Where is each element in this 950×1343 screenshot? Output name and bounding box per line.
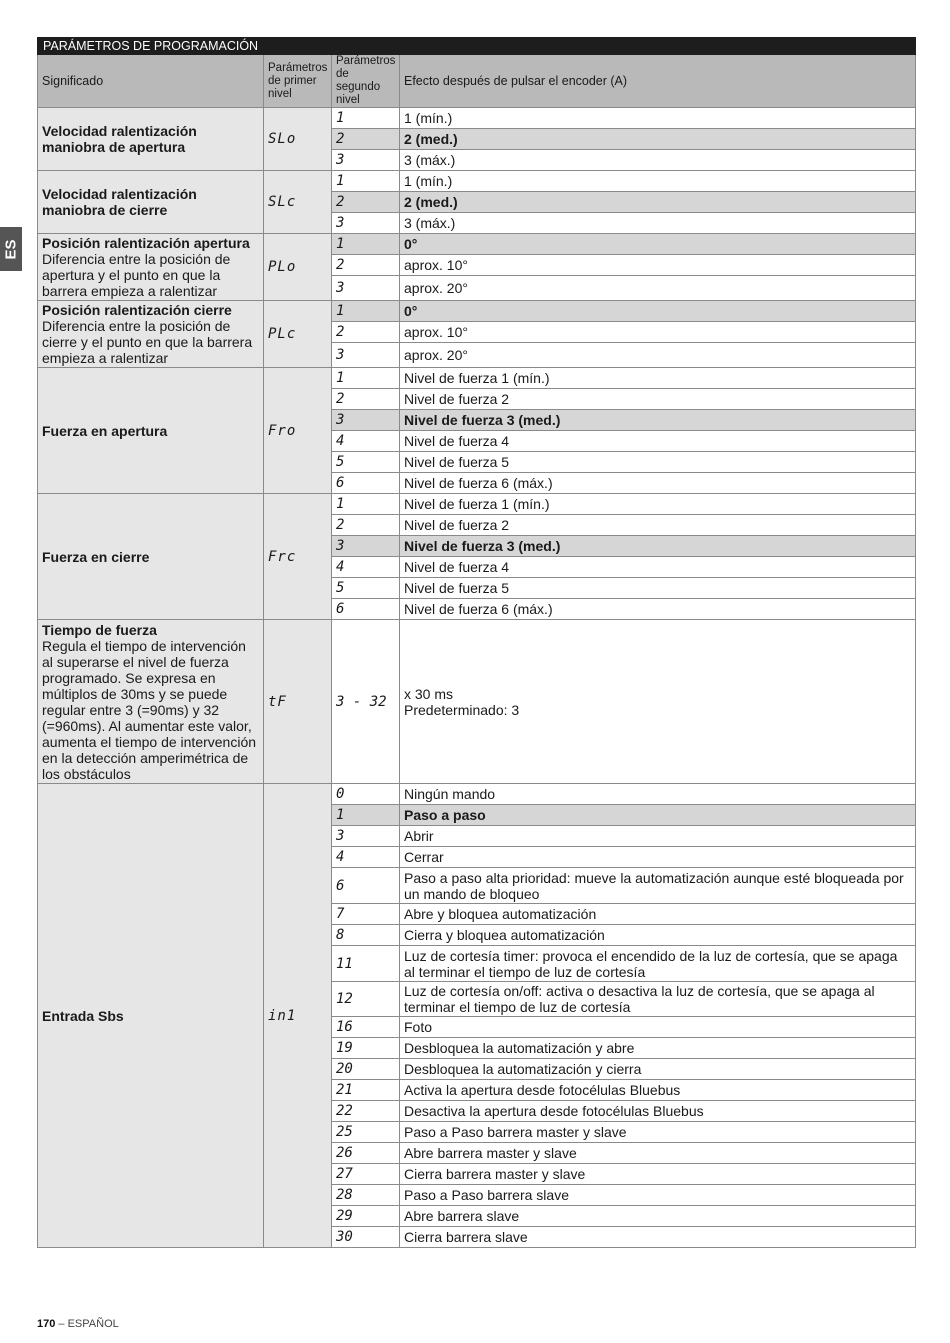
second-level-value: 5 (332, 578, 400, 599)
parameter-title: Fuerza en cierre (42, 548, 150, 565)
second-level-value: 2 (332, 389, 400, 410)
second-level-value: 0 (332, 784, 400, 805)
effect-text: Cerrar (400, 847, 916, 868)
effect-text: Desbloquea la automatización y cierra (400, 1059, 916, 1080)
footer-language: ESPAÑOL (67, 1318, 119, 1330)
second-level-value: 1 (332, 171, 400, 192)
second-level-value: 29 (332, 1206, 400, 1227)
second-level-value: 30 (332, 1227, 400, 1248)
parameter-description (38, 494, 264, 620)
second-level-value: 1 (332, 494, 400, 515)
second-level-value: 1 (332, 368, 400, 389)
parameter-title: Posición ralentización cierre (42, 302, 232, 318)
second-level-value: 2 (332, 322, 400, 343)
table-title-row (38, 38, 916, 55)
header-primer-nivel: Parámetros de primer nivel (264, 55, 332, 108)
first-level-code: PLc (264, 301, 332, 368)
effect-text: Cierra barrera master y slave (400, 1164, 916, 1185)
effect-text: Cierra barrera slave (400, 1227, 916, 1248)
effect-text: 2 (med.) (400, 129, 916, 150)
second-level-value: 3 (332, 536, 400, 557)
parameter-explanation: Diferencia entre la posición de cierre y el punto en que la barrera empieza a ralentizar (42, 318, 253, 366)
effect-text: Nivel de fuerza 4 (400, 557, 916, 578)
parameter-description (38, 301, 264, 368)
parameter-description (38, 108, 264, 171)
second-level-value: 16 (332, 1017, 400, 1038)
second-level-value: 1 (332, 234, 400, 255)
effect-text: Nivel de fuerza 5 (400, 578, 916, 599)
effect-text: Abre barrera master y slave (400, 1143, 916, 1164)
effect-text: Nivel de fuerza 4 (400, 431, 916, 452)
effect-text: Cierra y bloquea automatización (400, 925, 916, 946)
effect-text: Desactiva la apertura desde fotocélulas Bluebus (400, 1101, 916, 1122)
page-number: 170 (37, 1318, 56, 1330)
second-level-value: 3 (332, 213, 400, 234)
effect-text: aprox. 20° (400, 276, 916, 301)
effect-text: Nivel de fuerza 3 (med.) (400, 536, 916, 557)
effect-text: Paso a paso (400, 805, 916, 826)
second-level-value: 11 (332, 946, 400, 982)
second-level-value: 2 (332, 515, 400, 536)
effect-text: Nivel de fuerza 1 (mín.) (400, 494, 916, 515)
second-level-value: 4 (332, 431, 400, 452)
effect-text: Nivel de fuerza 6 (máx.) (400, 473, 916, 494)
second-level-value: 6 (332, 473, 400, 494)
effect-text: Desbloquea la automatización y abre (400, 1038, 916, 1059)
second-level-value: 6 (332, 599, 400, 620)
second-level-value: 3 - 32 (332, 620, 400, 784)
second-level-value: 2 (332, 255, 400, 276)
second-level-value: 4 (332, 847, 400, 868)
table-title: PARÁMETROS DE PROGRAMACIÓN (38, 38, 916, 55)
language-tab-label: ES (2, 238, 20, 260)
table-row (38, 234, 916, 255)
effect-text: Ningún mando (400, 784, 916, 805)
effect-text: Paso a paso alta prioridad: mueve la automatización aunque esté bloqueada por un mando de bloqueo (400, 868, 916, 904)
second-level-value: 1 (332, 805, 400, 826)
second-level-value: 1 (332, 301, 400, 322)
effect-text: Luz de cortesía timer: provoca el encendido de la luz de cortesía, que se apaga al terminar el tiempo de luz de cortesía (400, 946, 916, 982)
effect-text: 3 (máx.) (400, 213, 916, 234)
second-level-value: 22 (332, 1101, 400, 1122)
programming-parameters-table (37, 37, 916, 1248)
effect-text: Paso a Paso barrera slave (400, 1185, 916, 1206)
effect-text: Nivel de fuerza 6 (máx.) (400, 599, 916, 620)
parameter-explanation: Regula el tiempo de intervención al superarse el nivel de fuerza programado. Se expresa en múltiplos de 30ms y se puede regular entre 3 (=90ms) y 32 (=960ms). Al aumentar este valor, aumenta el tiempo de intervención en la detección amperimétrica de los obstáculos (42, 637, 257, 782)
language-tab (0, 227, 22, 271)
effect-text: Activa la apertura desde fotocélulas Bluebus (400, 1080, 916, 1101)
first-level-code: Frc (264, 494, 332, 620)
second-level-value: 3 (332, 276, 400, 301)
table-row (38, 368, 916, 389)
header-efecto: Efecto después de pulsar el encoder (A) (400, 55, 916, 108)
second-level-value: 4 (332, 557, 400, 578)
effect-text: Nivel de fuerza 3 (med.) (400, 410, 916, 431)
effect-text: 1 (mín.) (400, 171, 916, 192)
parameter-description (38, 368, 264, 494)
table-row (38, 171, 916, 192)
parameter-title: Fuerza en apertura (42, 422, 168, 439)
effect-text: aprox. 10° (400, 255, 916, 276)
second-level-value: 6 (332, 868, 400, 904)
parameter-description (38, 784, 264, 1248)
effect-text: Abrir (400, 826, 916, 847)
parameter-description (38, 234, 264, 301)
second-level-value: 5 (332, 452, 400, 473)
table-header-row (38, 55, 916, 108)
header-segundo-nivel: Parámetros de segundo nivel (332, 55, 400, 108)
parameter-title: Velocidad ralentización maniobra de apertura (42, 123, 197, 155)
first-level-code: PLo (264, 234, 332, 301)
parameter-title: Entrada Sbs (42, 1007, 124, 1024)
second-level-value: 19 (332, 1038, 400, 1059)
second-level-value: 27 (332, 1164, 400, 1185)
effect-text: 1 (mín.) (400, 108, 916, 129)
second-level-value: 21 (332, 1080, 400, 1101)
second-level-value: 25 (332, 1122, 400, 1143)
first-level-code: in1 (264, 784, 332, 1248)
effect-text: Nivel de fuerza 5 (400, 452, 916, 473)
effect-text: Paso a Paso barrera master y slave (400, 1122, 916, 1143)
header-significado: Significado (38, 55, 264, 108)
second-level-value: 2 (332, 129, 400, 150)
effect-text: Luz de cortesía on/off: activa o desactiva la luz de cortesía, que se apaga al terminar el tiempo de luz de cortesía (400, 982, 916, 1017)
page-footer (37, 1318, 119, 1330)
table-row (38, 784, 916, 805)
effect-text: 0° (400, 234, 916, 255)
second-level-value: 2 (332, 192, 400, 213)
table-row (38, 108, 916, 129)
effect-text: 0° (400, 301, 916, 322)
effect-text: Abre y bloquea automatización (400, 904, 916, 925)
effect-text: Nivel de fuerza 2 (400, 389, 916, 410)
parameter-explanation: Diferencia entre la posición de apertura y el punto en que la barrera empieza a ralentizar (42, 251, 231, 299)
first-level-code: SLc (264, 171, 332, 234)
second-level-value: 8 (332, 925, 400, 946)
parameter-description (38, 171, 264, 234)
parameter-title: Tiempo de fuerza (42, 621, 157, 638)
effect-text: Nivel de fuerza 1 (mín.) (400, 368, 916, 389)
table-row (38, 301, 916, 322)
second-level-value: 28 (332, 1185, 400, 1206)
effect-text: aprox. 20° (400, 343, 916, 368)
effect-text: Nivel de fuerza 2 (400, 515, 916, 536)
parameter-title: Velocidad ralentización maniobra de cierre (42, 186, 197, 218)
second-level-value: 1 (332, 108, 400, 129)
table-row (38, 620, 916, 784)
effect-text: Abre barrera slave (400, 1206, 916, 1227)
effect-text: 3 (máx.) (400, 150, 916, 171)
first-level-code: SLo (264, 108, 332, 171)
first-level-code: Fro (264, 368, 332, 494)
second-level-value: 3 (332, 826, 400, 847)
effect-text: 2 (med.) (400, 192, 916, 213)
second-level-value: 12 (332, 982, 400, 1017)
table-row (38, 494, 916, 515)
effect-text: Foto (400, 1017, 916, 1038)
second-level-value: 3 (332, 343, 400, 368)
footer-separator: – (55, 1318, 68, 1330)
second-level-value: 7 (332, 904, 400, 925)
second-level-value: 3 (332, 150, 400, 171)
second-level-value: 20 (332, 1059, 400, 1080)
effect-text: x 30 ms Predeterminado: 3 (400, 620, 916, 784)
second-level-value: 26 (332, 1143, 400, 1164)
first-level-code: tF (264, 620, 332, 784)
second-level-value: 3 (332, 410, 400, 431)
parameter-title: Posición ralentización apertura (42, 235, 250, 251)
parameter-description (38, 620, 264, 784)
effect-text: aprox. 10° (400, 322, 916, 343)
